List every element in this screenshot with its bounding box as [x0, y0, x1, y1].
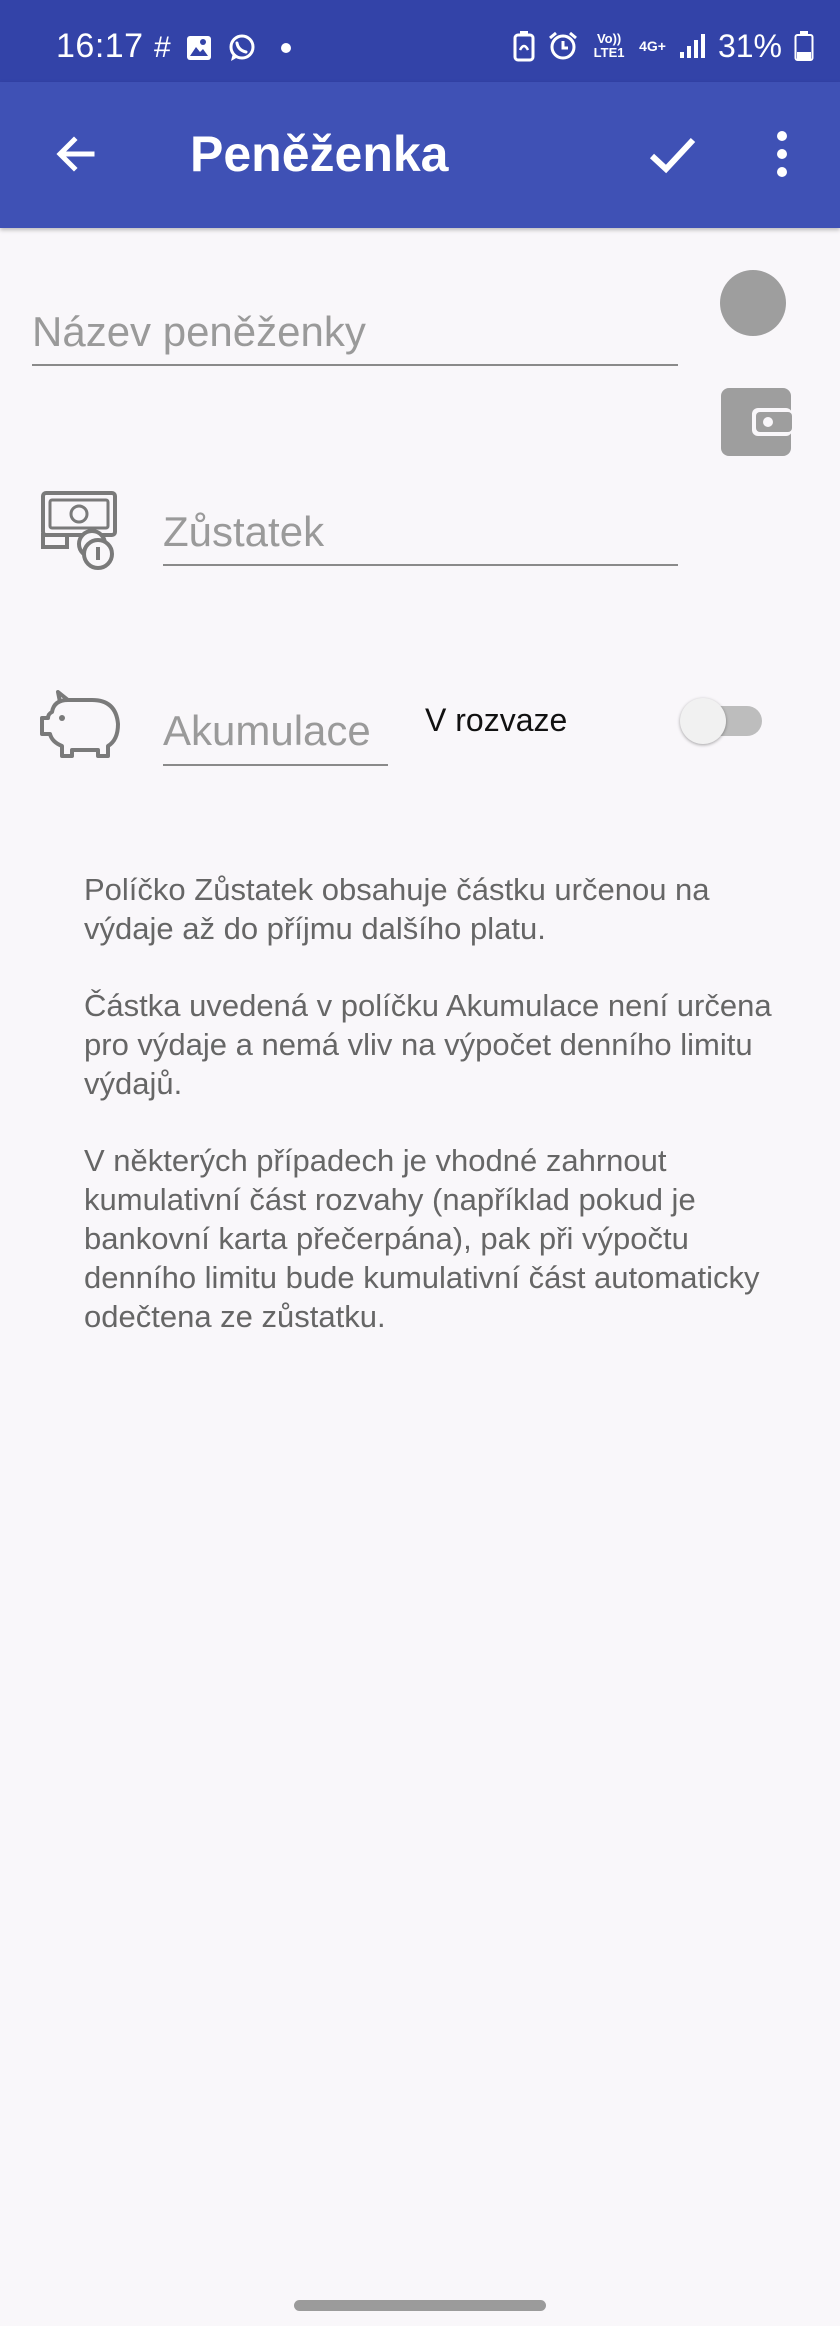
battery-icon [794, 30, 814, 62]
in-budget-label: V rozvaze [425, 702, 568, 738]
wallet-name-field[interactable] [32, 300, 678, 366]
status-time: 16:17 [56, 27, 144, 65]
status-bar [0, 0, 840, 82]
alarm-icon [547, 30, 579, 62]
wallet-icon [720, 386, 792, 458]
help-paragraph-accumulation: Částka uvedená v políčku Akumulace není určena pro výdaje a nemá vliv na výpočet denního limitu výdajů. [84, 988, 772, 1101]
more-vertical-icon [775, 130, 789, 178]
whatsapp-icon [227, 33, 257, 63]
status-right-icons [513, 26, 814, 66]
money-icon [40, 490, 122, 570]
more-options-button[interactable] [760, 122, 804, 186]
check-icon [646, 128, 698, 180]
hash-icon: # [154, 31, 171, 64]
help-paragraph-balance: Políčko Zůstatek obsahuje částku určenou na výdaje až do příjmu dalšího platu. [84, 872, 710, 946]
wallet-color-picker[interactable] [720, 270, 786, 336]
back-button[interactable] [44, 122, 108, 186]
wallet-name-input[interactable] [32, 300, 678, 364]
confirm-button[interactable] [640, 122, 704, 186]
balance-field[interactable] [163, 500, 678, 566]
image-icon [185, 34, 213, 62]
signal-icon [678, 32, 706, 60]
balance-input[interactable] [163, 500, 678, 564]
piggy-bank-icon [38, 690, 124, 762]
battery-saver-icon [513, 30, 535, 62]
battery-percent: 31% [717, 28, 782, 64]
wallet-icon-picker[interactable] [720, 386, 792, 458]
arrow-left-icon [52, 130, 100, 178]
status-left-icons [154, 28, 293, 68]
dot-icon [279, 41, 293, 55]
accumulation-input[interactable] [163, 698, 388, 764]
in-budget-toggle[interactable] [680, 698, 764, 744]
4g-icon: 4G+ [639, 38, 666, 54]
app-bar [0, 82, 840, 228]
help-text [84, 870, 784, 1374]
help-paragraph-cumulative: V některých případech je vhodné zahrnout kumulativní část rozvahy (například pokud je bankovní karta přečerpána), pak při výpočtu denního limitu bude kumulativní část automaticky odečtena ze zůstatku. [84, 1143, 760, 1334]
toggle-thumb [680, 698, 726, 744]
gesture-navigation-bar[interactable] [294, 2300, 546, 2311]
accumulation-field[interactable] [163, 698, 388, 766]
volte-icon: Vo)) LTE1 [593, 31, 625, 60]
page-title: Peněženka [190, 126, 449, 182]
